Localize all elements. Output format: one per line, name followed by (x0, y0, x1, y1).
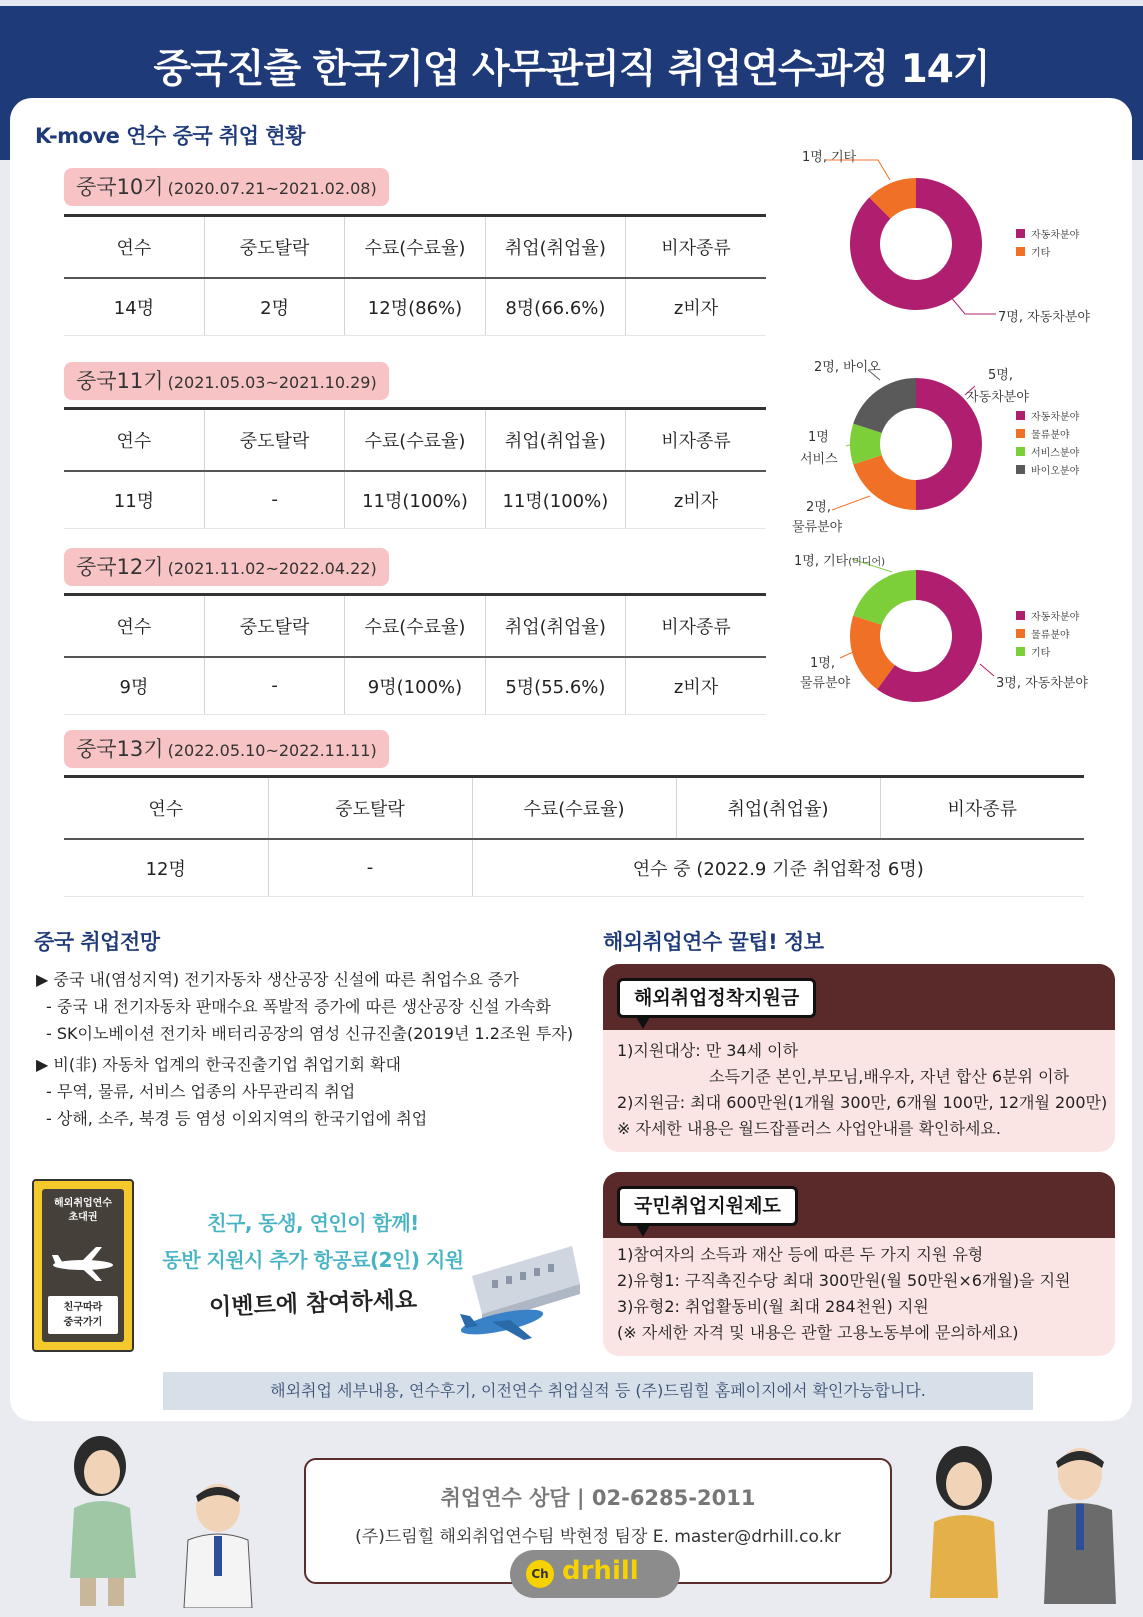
tip-line: 소득기준 본인,부모님,배우자, 자년 합산 6분위 이하 (709, 1067, 1069, 1086)
cell-employment: 8명(66.6%) (485, 278, 625, 336)
cell-in-training: 연수 중 (2022.9 기준 취업확정 6명) (472, 839, 1084, 897)
header-trainees: 연수 (64, 777, 268, 839)
outlook-subitem: - SK이노베이션 전기차 배터리공장의 염성 신규진출(2019년 1.2조원 투자) (46, 1024, 574, 1043)
cell-completion: 12명(86%) (345, 278, 485, 336)
callout-label-main: 1명, 기타 (794, 554, 849, 569)
header-trainees: 연수 (64, 216, 204, 278)
cell-visa: z비자 (626, 657, 766, 715)
ticket-title-line: 해외취업연수 (54, 1198, 112, 1209)
legend-item (1016, 460, 1079, 478)
tips-title: 해외취업연수 꿀팁! 정보 (603, 930, 824, 954)
cell-completion: 9명(100%) (345, 657, 485, 715)
legend-swatch (1016, 647, 1025, 656)
outlook-subitem: - 상해, 소주, 북경 등 염성 이외지역의 한국기업에 취업 (46, 1109, 428, 1128)
cohort-name: 중국13기 (76, 737, 164, 761)
event-line-2: 동반 지원시 추가 항공료(2인) 지원 (162, 1248, 464, 1272)
brand-logo-icon: Ch (526, 1560, 554, 1588)
tip-box-head-label: 국민취업지원제도 (617, 1186, 798, 1226)
legend-label: 기타 (1031, 647, 1051, 659)
tip-box-head-label: 해외취업정착지원금 (617, 978, 816, 1018)
tip-box-body (617, 1242, 1071, 1346)
callout-label: 2명, (806, 500, 831, 515)
callout-label: 3명, 자동차분야 (996, 676, 1088, 691)
ticket-title (42, 1197, 124, 1225)
tip-box-national-employment (603, 1172, 1115, 1356)
header-employment: 취업(취업율) (485, 595, 625, 657)
cohort-name: 중국12기 (76, 555, 164, 579)
cell-dropout: - (204, 657, 344, 715)
callout-label: 7명, 자동차분야 (998, 310, 1090, 325)
outlook-subitem: - 무역, 물류, 서비스 업종의 사무관리직 취업 (46, 1082, 356, 1101)
legend-item (1016, 424, 1079, 442)
table-header-row (64, 777, 1084, 839)
cell-trainees: 9명 (64, 657, 204, 715)
cohort-name: 중국10기 (76, 175, 164, 199)
legend-swatch (1016, 411, 1025, 420)
cell-dropout: 2명 (204, 278, 344, 336)
invitation-ticket (32, 1179, 134, 1352)
cohort-name: 중국11기 (76, 369, 164, 393)
legend-item (1016, 642, 1079, 660)
legend-item (1016, 624, 1079, 642)
callout-label: 1명 (808, 430, 829, 445)
header-dropout: 중도탈락 (268, 777, 472, 839)
outlook-bullet: ▶ 중국 내(염성지역) 전기자동차 생산공장 신설에 따른 취업수요 증가 (36, 970, 519, 989)
header-dropout: 중도탈락 (204, 409, 344, 471)
callout-label: 서비스 (800, 452, 838, 467)
header-trainees: 연수 (64, 595, 204, 657)
cell-employment: 5명(55.6%) (485, 657, 625, 715)
legend-item (1016, 224, 1079, 242)
legend-item (1016, 442, 1079, 460)
legend-label: 기타 (1031, 247, 1051, 259)
ticket-footer-line: 중국가기 (63, 1317, 103, 1328)
tip-line: 2)지원금: 최대 600만원(1개월 300만, 6개월 100만, 12개월 200만) (617, 1093, 1108, 1112)
callout-label: 5명, (988, 368, 1013, 383)
legend-swatch (1016, 611, 1025, 620)
cohort-period: (2021.11.02~2022.04.22) (167, 559, 377, 578)
airport-plane-illustration (452, 1236, 587, 1346)
cell-completion: 11명(100%) (345, 471, 485, 529)
ticket-inner (42, 1189, 124, 1342)
legend-swatch (1016, 229, 1025, 238)
header-visa: 비자종류 (626, 216, 766, 278)
legend-label: 바이오분야 (1031, 465, 1080, 477)
event-line-3: 이벤트에 참여하세요 (208, 1287, 418, 1321)
tip-box-body (617, 1038, 1107, 1142)
table-row (64, 839, 1084, 897)
legend-swatch (1016, 247, 1025, 256)
callout-label: 2명, 바이오 (814, 360, 881, 375)
callout-label (794, 550, 885, 569)
callout-label: 1명, 기타 (802, 150, 857, 165)
leader-line (840, 648, 862, 658)
tip-line: 2)유형1: 구직촉진수당 최대 300만원(월 50만원×6개월)을 지원 (617, 1271, 1071, 1290)
legend-label: 물류분야 (1031, 429, 1070, 441)
legend-label: 서비스분야 (1031, 447, 1080, 459)
cell-dropout: - (268, 839, 472, 897)
header-visa: 비자종류 (626, 409, 766, 471)
woman-waving-character-illustration (918, 1438, 1018, 1608)
cohort-13-table (64, 775, 1084, 897)
airplane-icon (48, 1243, 118, 1283)
header-dropout: 중도탈락 (204, 216, 344, 278)
legend-swatch (1016, 447, 1025, 456)
tip-line: ※ 자세한 내용은 월드잡플러스 사업안내를 확인하세요. (617, 1119, 1001, 1138)
header-trainees: 연수 (64, 409, 204, 471)
outlook-bullet: ▶ 비(非) 자동차 업계의 한국진출기업 취업기회 확대 (36, 1055, 401, 1074)
callout-label: 물류분야 (800, 676, 851, 691)
tip-line: 1)참여자의 소득과 재산 등에 따른 두 가지 지원 유형 (617, 1245, 984, 1264)
legend-swatch (1016, 465, 1025, 474)
man-suit-character-illustration (1030, 1438, 1130, 1608)
header-employment: 취업(취업율) (485, 216, 625, 278)
header-completion: 수료(수료율) (345, 595, 485, 657)
legend-label: 자동차분야 (1031, 611, 1080, 623)
cell-trainees: 14명 (64, 278, 204, 336)
header-employment: 취업(취업율) (676, 777, 880, 839)
ticket-title-line: 초대권 (68, 1212, 98, 1223)
legend-item (1016, 242, 1079, 260)
event-line-1: 친구, 동생, 연인이 함께! (207, 1211, 419, 1235)
brand-name: drhill (562, 1556, 639, 1586)
status-title: K-move 연수 중국 취업 현황 (35, 124, 305, 148)
callout-lines (0, 0, 1143, 760)
leader-line (846, 442, 860, 446)
leader-line (980, 664, 994, 676)
header-completion: 수료(수료율) (345, 216, 485, 278)
legend-label: 자동차분야 (1031, 411, 1080, 423)
page-title: 중국진출 한국기업 사무관리직 취업연수과정 14기 (153, 47, 990, 92)
legend-swatch (1016, 429, 1025, 438)
legend-label: 물류분야 (1031, 629, 1070, 641)
callout-label-sub: (미디어) (848, 557, 886, 568)
cell-visa: z비자 (626, 278, 766, 336)
cohort-12-legend (1016, 606, 1079, 660)
legend-item (1016, 406, 1079, 424)
header-completion: 수료(수료율) (345, 409, 485, 471)
homepage-info-bar: 해외취업 세부내용, 연수후기, 이전연수 취업실적 등 (주)드림힐 홈페이지에서 확인가능합니다. (163, 1372, 1033, 1410)
cohort-period: (2020.07.21~2021.02.08) (167, 179, 377, 198)
cohort-11-legend (1016, 406, 1079, 478)
cell-trainees: 11명 (64, 471, 204, 529)
legend-label: 자동차분야 (1031, 229, 1080, 241)
cell-trainees: 12명 (64, 839, 268, 897)
callout-label: 물류분야 (792, 520, 843, 535)
outlook-title: 중국 취업전망 (34, 930, 160, 954)
cohort-period: (2022.05.10~2022.11.11) (167, 741, 377, 760)
man-waving-character-illustration (168, 1478, 268, 1608)
tip-line: 3)유형2: 취업활동비(월 최대 284천원) 지원 (617, 1297, 929, 1316)
outlook-list (36, 966, 573, 1132)
ticket-footer-line: 친구따라 (63, 1302, 103, 1313)
brand-pill (510, 1550, 680, 1598)
leader-line (950, 296, 996, 314)
ticket-footer (48, 1296, 118, 1334)
outlook-subitem: - 중국 내 전기자동차 판매수요 폭발적 증가에 따른 생산공장 신설 가속화 (46, 997, 551, 1016)
tip-box-settlement (603, 964, 1115, 1152)
callout-label: 자동차분야 (966, 390, 1029, 405)
header-visa: 비자종류 (880, 777, 1084, 839)
legend-item (1016, 606, 1079, 624)
header-employment: 취업(취업율) (485, 409, 625, 471)
cell-employment: 11명(100%) (485, 471, 625, 529)
header-dropout: 중도탈락 (204, 595, 344, 657)
contact-person: (주)드림힐 해외취업연수팀 박현정 팀장 E. master@drhill.co.kr (355, 1527, 841, 1547)
cohort-10-legend (1016, 224, 1079, 260)
header-visa: 비자종류 (626, 595, 766, 657)
header-completion: 수료(수료율) (472, 777, 676, 839)
cohort-period: (2021.05.03~2021.10.29) (167, 373, 377, 392)
callout-label: 1명, (810, 656, 835, 671)
contact-phone: 취업연수 상담 | 02-6285-2011 (440, 1486, 756, 1510)
leader-line (832, 496, 870, 510)
tip-line: 1)지원대상: 만 34세 이하 (617, 1041, 799, 1060)
woman-character-illustration (54, 1428, 154, 1608)
event-promo (148, 1207, 478, 1321)
cell-dropout: - (204, 471, 344, 529)
cell-visa: z비자 (626, 471, 766, 529)
legend-swatch (1016, 629, 1025, 638)
tip-line: (※ 자세한 자격 및 내용은 관할 고용노동부에 문의하세요) (617, 1323, 1019, 1342)
